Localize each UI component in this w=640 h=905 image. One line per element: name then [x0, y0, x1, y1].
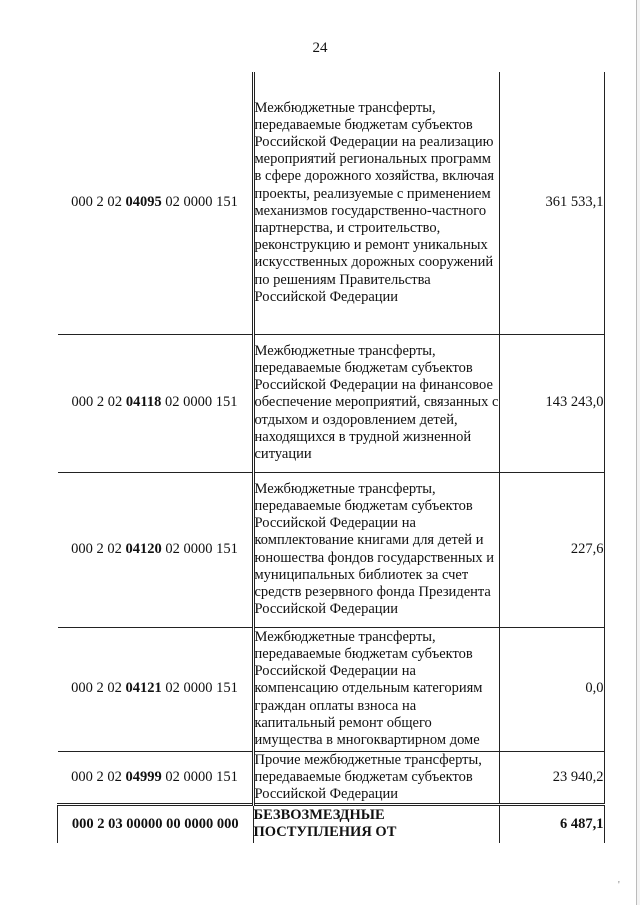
table-row — [58, 72, 605, 334]
scan-edge — [636, 0, 640, 905]
code-prefix: 000 2 02 — [71, 540, 126, 557]
table-row — [58, 627, 605, 751]
revenue-amount: 6 487,1 — [499, 805, 604, 843]
revenue-name: Межбюджетные трансферты, передаваемые бюджетам субъектов Российской Федерации на реализацию мероприятий региональных программ в сфере дорожного хозяйства, включая проекты, реализуемые с применением механизмов государственно-частного партнерства, и строительство, реконструкцию и ремонт уникальных искусственных дорожных сооружений по решениям Правительства Российской Федерации — [253, 72, 499, 334]
code-suffix: 02 0000 151 — [161, 540, 238, 557]
code-bold-part: 04121 — [125, 680, 162, 697]
budget-code — [58, 72, 254, 334]
budget-code — [58, 627, 254, 751]
revenue-amount: 0,0 — [499, 627, 604, 751]
revenue-name: Межбюджетные трансферты, передаваемые бюджетам субъектов Российской Федерации на комплектование книгами для детей и юношества фондов государственных и муниципальных библиотек за счет средств резервного фонда Президента Российской Федерации — [253, 472, 499, 627]
revenue-amount: 227,6 — [499, 472, 604, 627]
revenue-name: БЕЗВОЗМЕЗДНЫЕ ПОСТУПЛЕНИЯ ОТ — [253, 805, 499, 843]
table-row — [58, 472, 605, 627]
revenue-amount: 361 533,1 — [499, 72, 604, 334]
code-suffix: 02 0000 151 — [161, 768, 238, 785]
revenue-name: Межбюджетные трансферты, передаваемые бюджетам субъектов Российской Федерации на финансовое обеспечение мероприятий, связанных с отдыхом и оздоровлением детей, находящихся в трудной жизненной ситуации — [253, 334, 499, 472]
table-row — [58, 334, 605, 472]
code-bold-part: 04999 — [125, 768, 162, 785]
budget-code — [58, 334, 254, 472]
code-prefix: 000 2 02 — [71, 768, 126, 785]
code-prefix: 000 2 02 — [71, 194, 126, 211]
budget-code — [58, 472, 254, 627]
revenue-name: Прочие межбюджетные трансферты, передаваемые бюджетам субъектов Российской Федерации — [253, 751, 499, 805]
budget-revenue-table — [57, 72, 605, 843]
table-row — [58, 751, 605, 805]
code-suffix: 02 0000 151 — [161, 680, 238, 697]
code-bold-part: 04120 — [125, 540, 162, 557]
table-row-total — [58, 805, 605, 843]
budget-code — [58, 751, 254, 805]
revenue-amount: 143 243,0 — [499, 334, 604, 472]
code-suffix: 02 0000 151 — [161, 194, 238, 211]
code-prefix: 000 2 02 — [71, 394, 126, 411]
code-bold-part: 04118 — [125, 394, 162, 411]
budget-code: 000 2 03 00000 00 0000 000 — [58, 805, 254, 843]
revenue-name: Межбюджетные трансферты, передаваемые бюджетам субъектов Российской Федерации на компенсацию отдельным категориям граждан оплаты взноса на капитальный ремонт общего имущества в многоквартирном доме — [253, 627, 499, 751]
table-body — [58, 72, 605, 843]
code-prefix: 000 2 02 — [71, 680, 126, 697]
code-suffix: 02 0000 151 — [161, 394, 238, 411]
revenue-amount: 23 940,2 — [499, 751, 604, 805]
scan-mark: ' — [618, 880, 620, 891]
code-bold-part: 04095 — [125, 194, 162, 211]
page-number: 24 — [312, 40, 328, 56]
